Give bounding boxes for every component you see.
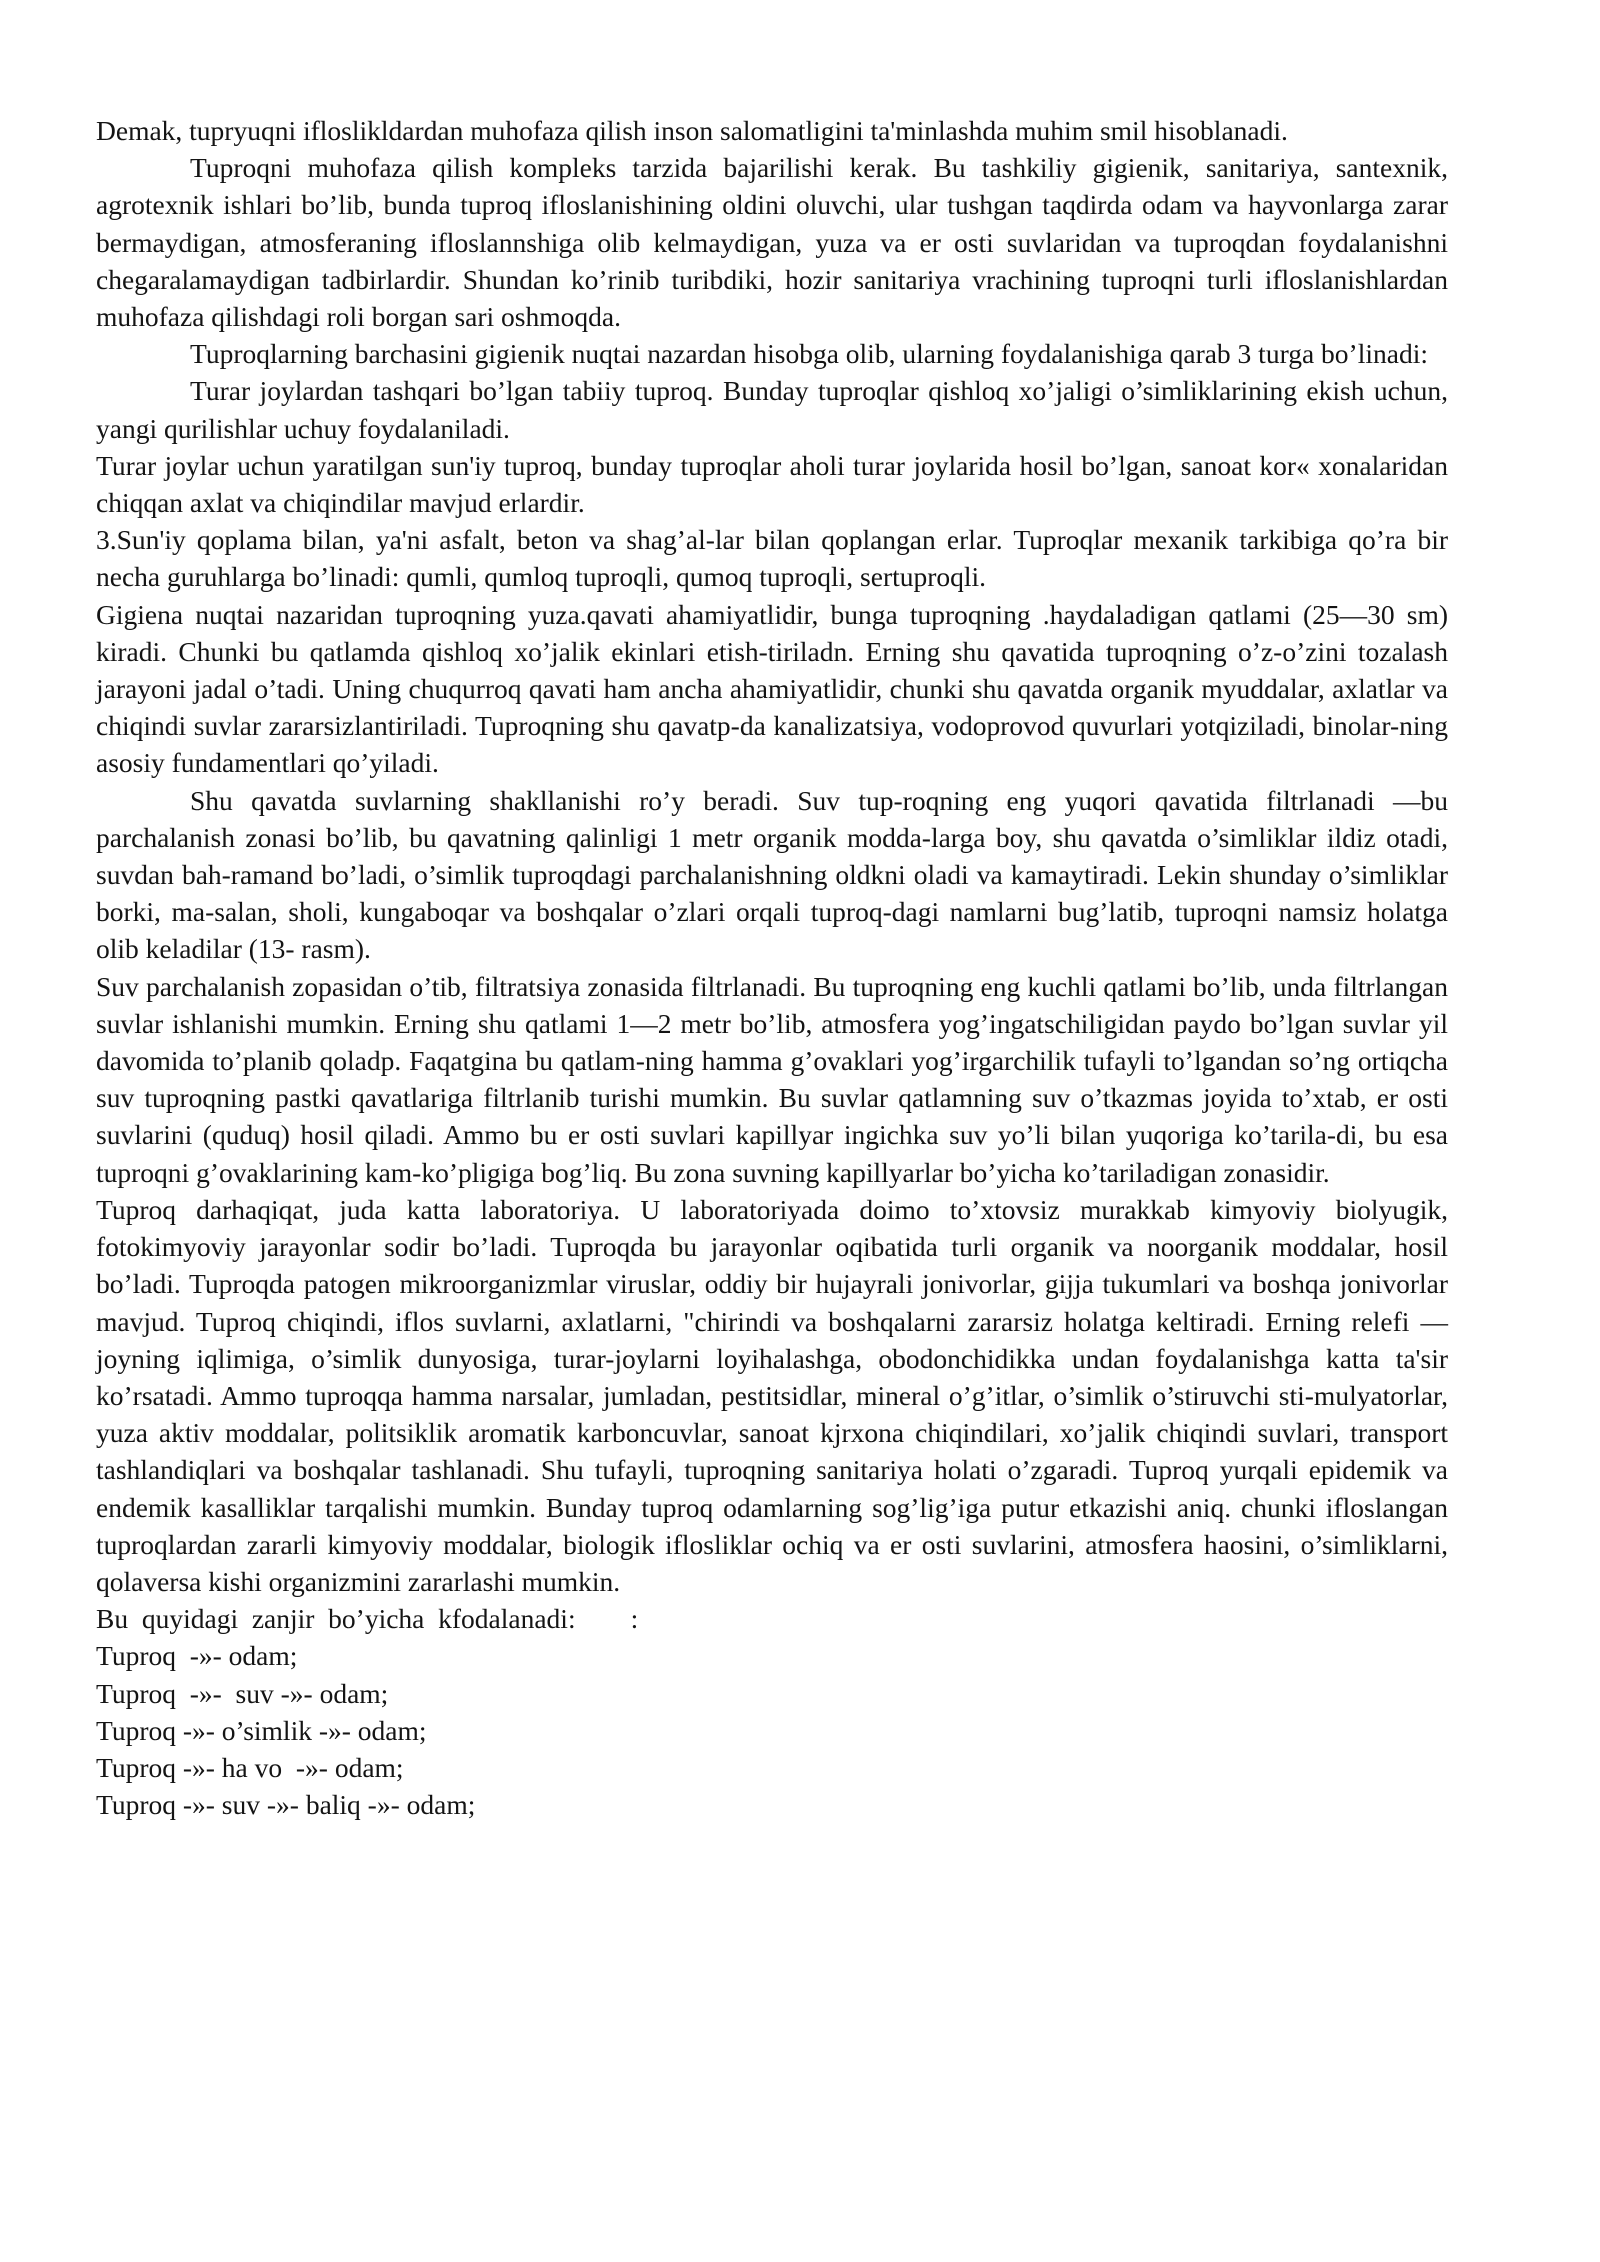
paragraph-8: Shu qavatda suvlarning shakllanishi ro’y beradi. Suv tup-roqning eng yuqori qavatida filtrlanadi —bu parchalanish zonasi bo’lib, bu qavatning qalinligi 1 metr organik modda-larga boy, shu qavatda o’simliklar ildiz otadi, suvdan bah-ramand bo’ladi, o’simlik tuproqdagi parchalanishning oldkni oladi va kamaytiradi. Lekin shunday o’simliklar borki, ma-salan, sholi, kungaboqar va boshqalar o’zlari orqali tuproq-dagi namlarni bug’latib, tuproqni namsiz holatga olib keladilar (13- rasm). <box>96 784 1448 965</box>
paragraph-10: Tuproq darhaqiqat, juda katta laboratoriya. U laboratoriyada doimo to’xtovsiz murakkab kimyoviy biolyugik, fotokimyoviy jarayonlar sodir bo’ladi. Tuproqda bu jarayonlar oqibatida turli organik va noorganik moddalar, hosil bo’ladi. Tuproqda patogen mikroorganizmlar viruslar, oddiy bir hujayrali jonivorlar, gijja tukumlari va boshqa jonivorlar mavjud. Tuproq chiqindi, iflos suvlarni, axlatlarni, "chirindi va boshqalarni zararsiz holatga keltiradi. Erning relefi — joyning iqlimiga, o’simlik dunyosiga, turar-joylarni loyihalashga, obodonchidikka undan foydalanishga katta ta'sir ko’rsatadi. Ammo tuproqqa hamma narsalar, jumladan, pestitsidlar, mineral o’g’itlar, o’simlik o’stiruvchi sti-mulyatorlar, yuza aktiv moddalar, politsiklik aromatik karboncuvlar, sanoat kjrxona chiqindilari, xo’jalik chiqindi suvlari, transport tashlandiqlari va boshqalar tashlanadi. Shu tufayli, tuproqning sanitariya holati o’zgaradi. Tuproq yurqali epidemik va endemik kasalliklar tarqalishi mumkin. Bunday tuproq odamlarning sog’lig’iga putur etkazishi aniq. chunki ifloslangan tuproqlardan zararli kimyoviy moddalar, biologik iflosliklar ochiq va er osti suvlarini, atmosfera haosini, o’simliklarni, qolaversa kishi organizmini zararlashi mumkin. <box>96 1193 1448 1597</box>
chain-intro: Bu quyidagi zanjir bo’yicha kfodalanadi: : <box>96 1603 639 1635</box>
paragraph-3: Tuproqlarning barchasini gigienik nuqtai nazardan hisobga olib, ularning foydalanishiga qarab 3 turga bo’linadi: <box>190 338 1428 370</box>
paragraph-1: Demak, tupryuqni ifloslikldardan muhofaza qilish inson salomatligini ta'minlashda muhim smil hisoblanadi. <box>96 115 1288 146</box>
chain-line: Tuproq -»- o’simlik -»- odam; <box>96 1714 427 1746</box>
paragraph-7: Gigiena nuqtai nazaridan tuproqning yuza.qavati ahamiyatlidir, bunga tuproqning .haydaladigan qatlami (25—30 sm) kiradi. Chunki bu qatlamda qishloq xo’jalik ekinlari etish-tiriladn. Erning shu qavatida tuproqning o’z-o’zini tozalash jarayoni jadal o’tadi. Uning chuqurroq qavati ham ancha ahamiyatlidir, chunki shu qavatda organik myuddalar, axlatlar va chiqindi suvlar zararsizlantiriladi. Tuproqning shu qavatp-da kanalizatsiya, vodoprovod quvurlari yotqiziladi, binolar-ning asosiy fundamentlari qo’yiladi. <box>96 598 1448 779</box>
paragraph-4: Turar joylardan tashqari bo’lgan tabiiy tuproq. Bunday tuproqlar qishloq xo’jaligi o’simliklarining ekish uchun, yangi qurilishlar uchuy foydalaniladi. <box>96 375 1448 444</box>
chain-line: Tuproq -»- ha vo -»- odam; <box>96 1751 404 1783</box>
chain-line: Tuproq -»- suv -»- odam; <box>96 1677 389 1709</box>
paragraph-9: Suv parchalanish zopasidan o’tib, filtratsiya zonasida filtrlanadi. Bu tuproqning eng kuchli qatlami bo’lib, unda filtrlangan suvlar ishlanishi mumkin. Erning shu qatlami 1—2 metr bo’lib, atmosfera yog’ingatschiligidan paydo bo’lgan suvlar yil davomida to’planib qoladp. Faqatgina bu qatlam-ning hamma g’ovaklari yog’irgarchilik tufayli to’lgandan so’ng ortiqcha suv tuproqning pastki qavatlariga filtrlanib turishi mumkin. Bu suvlar qatlamning suv o’tkazmas joyida to’xtab, er osti suvlarini (quduq) hosil qiladi. Ammo bu er osti suvlari kapillyar ingichka suv yo’li bilan yuqoriga ko’tarila-di, bu esa tuproqni g’ovaklarining kam-ko’pligiga bog’liq. Bu zona suvning kapillyarlar bo’yicha ko’tariladigan zonasidir. <box>96 970 1448 1188</box>
chain-line: Tuproq -»- odam; <box>96 1640 298 1672</box>
paragraph-5: Turar joylar uchun yaratilgan sun'iy tuproq, bunday tuproqlar aholi turar joylarida hosil bo’lgan, sanoat kor« xonalaridan chiqqan axlat va chiqindilar mavjud erlardir. <box>96 449 1448 519</box>
chain-line: Tuproq -»- suv -»- baliq -»- odam; <box>96 1789 476 1821</box>
document-page <box>96 112 1448 1823</box>
paragraph-6: 3.Sun'iy qoplama bilan, ya'ni asfalt, beton va shag’al-lar bilan qoplangan erlar. Tuproqlar mexanik tarkibiga qo’ra bir necha guruhlarga bo’linadi: qumli, qumloq tuproqli, qumoq tuproqli, sertuproqli. <box>96 524 1448 593</box>
paragraph-2: Tuproqni muhofaza qilish kompleks tarzida bajarilishi kerak. Bu tashkiliy gigienik, sanitariya, santexnik, agrotexnik ishlari bo’lib, bunda tuproq ifloslanishining oldini oluvchi, ular tushgan taqdirda odam va hayvonlarga zarar bermaydigan, atmosferaning ifloslannshiga olib kelmaydigan, yuza va er osti suvlaridan va tuproqdan foydalanishni chegaralamaydigan tadbirlardir. Shundan ko’rinib turibdiki, hozir sanitariya vrachining tuproqni turli ifloslanishlardan muhofaza qilishdagi roli borgan sari oshmoqda. <box>96 152 1448 333</box>
